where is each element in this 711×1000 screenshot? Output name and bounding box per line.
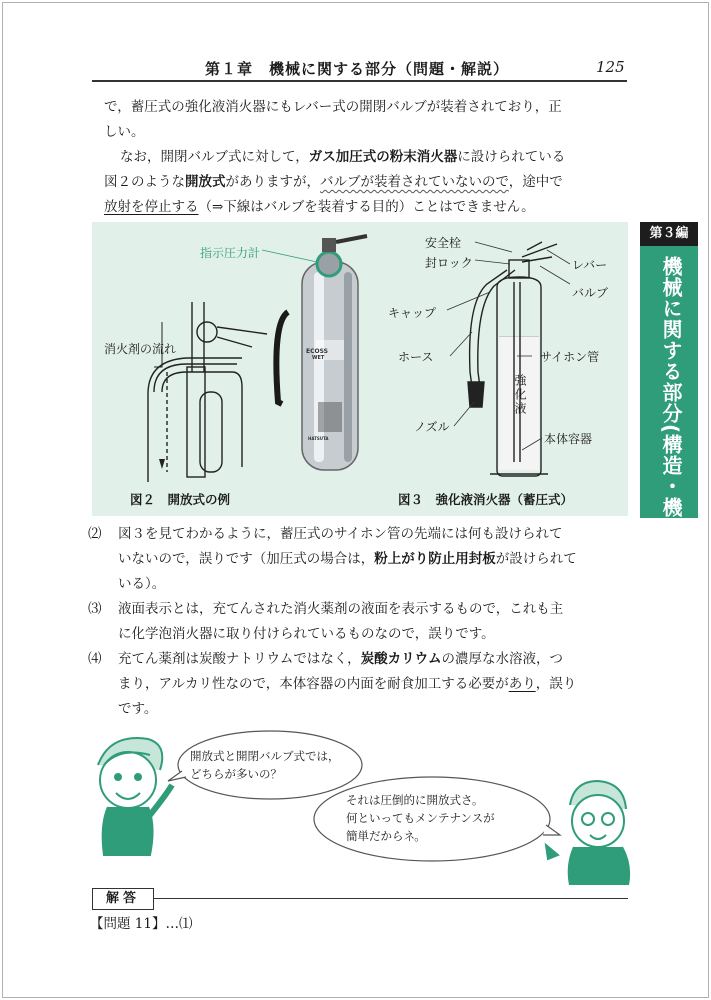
dialogue-question-line-2: どちらが多いの？ <box>190 767 282 781</box>
chapter-title: 第１章 機械に関する部分（問題・解説） <box>205 60 510 78</box>
item-text-part: ，誤り <box>535 676 577 692</box>
intro-text-part: がありますが， <box>225 174 320 190</box>
label-liquid: 強化液 <box>513 374 527 416</box>
item4-line-3: です。 <box>118 701 158 717</box>
side-tab-section <box>640 246 698 550</box>
underline-necessary: あり <box>508 676 536 692</box>
label-body: 本体容器 <box>544 432 593 446</box>
intro-line-4 <box>104 170 630 195</box>
underline-stop-discharge: 放射を停止する <box>104 199 199 215</box>
intro-text-part: なお，開閉バルブ式に対して， <box>120 149 309 165</box>
item3-line-1: 液面表示とは，充てんされた消火薬剤の液面を表示するもので，これも主 <box>118 601 564 617</box>
intro-line-2: しい。 <box>104 124 145 140</box>
item2-line-3: いる）。 <box>118 576 166 592</box>
figure-panel <box>92 222 628 516</box>
product-brand: ECOSS <box>306 348 328 355</box>
label-valve: バルブ <box>572 286 609 300</box>
intro-text-part: に設けられている <box>457 149 566 165</box>
fig2-caption: 図２ 開放式の例 <box>130 492 231 507</box>
item4-line-1 <box>88 647 628 672</box>
label-siphon: サイホン管 <box>540 350 600 364</box>
product-sub: WET <box>312 355 325 361</box>
intro-line-5 <box>104 195 630 220</box>
emphasis-seal-plate: 粉上がり防止用封板 <box>374 551 496 567</box>
emphasis-potassium: 炭酸カリウム <box>360 651 442 667</box>
page-number: 125 <box>596 58 625 76</box>
item4-line-2 <box>88 672 628 697</box>
intro-text-part: ，途中で <box>508 174 563 190</box>
list-number: ⑷ <box>88 651 102 667</box>
item-text-part: 充てん薬剤は炭酸ナトリウムではなく， <box>118 651 361 667</box>
item-text-part: の濃厚な水溶液，つ <box>441 651 563 667</box>
list-number: ⑶ <box>88 601 102 617</box>
side-tab-part: 第３編 <box>640 222 698 246</box>
label-agent-flow: 消火剤の流れ <box>104 342 177 356</box>
answer-heading: 解答 <box>92 888 154 910</box>
answer-rule <box>92 898 628 899</box>
header-rule <box>92 80 627 82</box>
intro-text-part: （⇒下線はバルブを装着する目的）ことはできません。 <box>198 199 535 215</box>
intro-text-part: 図２のような <box>104 174 185 190</box>
intro-line-3 <box>104 145 630 170</box>
emphasis-open-type: 開放式 <box>185 174 226 190</box>
list-number: ⑵ <box>88 526 102 542</box>
label-hose: ホース <box>398 350 434 364</box>
product-maker: HATSUTA <box>308 436 329 441</box>
label-lever: レバー <box>572 258 608 272</box>
figure-illustrations <box>92 222 628 516</box>
intro-text <box>104 95 630 220</box>
dialogue-answer <box>346 791 495 845</box>
intro-line-1: で，蓄圧式の強化液消火器にもレバー式の開閉バルブが装着されており，正 <box>104 99 562 115</box>
answer-text: 【問題 11】…⑴ <box>90 916 193 932</box>
label-nozzle: ノズル <box>414 420 450 434</box>
list-item-3 <box>88 597 628 647</box>
open-type-extinguisher-drawing <box>148 302 267 482</box>
dialogue-answer-line-1: それは圧倒的に開放式さ。 <box>346 793 484 807</box>
item-text-part: いないので，誤りです（加圧式の場合は， <box>118 551 375 567</box>
dialogue-answer-line-2: 何といってもメンテナンスが <box>346 811 495 825</box>
item3-line-2: に化学泡消火器に取り付けられているものなので，誤りです。 <box>118 626 495 642</box>
dialogue-question <box>190 747 340 783</box>
label-pressure-gauge: 指示圧力計 <box>200 246 261 260</box>
label-safety-pin: 安全栓 <box>425 236 462 250</box>
list-item-2 <box>88 522 628 597</box>
item-text-part: が設けられて <box>495 551 577 567</box>
wavy-underline-no-valve: バルブが装着されていないので <box>320 174 509 190</box>
side-tab-section-label: 機械に関する部分(構造・機能) <box>659 256 683 550</box>
boy-right-character <box>546 781 629 885</box>
item2-line-2 <box>88 547 628 572</box>
dialogue-question-line-1: 開放式と開閉バルブ式では， <box>190 749 340 763</box>
fig3-caption: 図３ 強化液消火器（蓄圧式） <box>398 492 574 507</box>
label-cap: キャップ <box>388 306 437 320</box>
item-text-part: まり，アルカリ性なので，本体容器の内面を耐食加工する必要が <box>118 676 509 692</box>
dialogue-answer-line-3: 簡単だからネ。 <box>346 829 426 843</box>
emphasis-gas-powder: ガス加圧式の粉末消火器 <box>308 149 458 165</box>
boy-left-character <box>98 738 172 855</box>
list-item-4 <box>88 647 628 722</box>
item2-line-1: 図３を見てわかるように，蓄圧式のサイホン管の先端には何も設けられて <box>118 526 563 542</box>
label-seal-lock: 封ロック <box>425 256 473 270</box>
